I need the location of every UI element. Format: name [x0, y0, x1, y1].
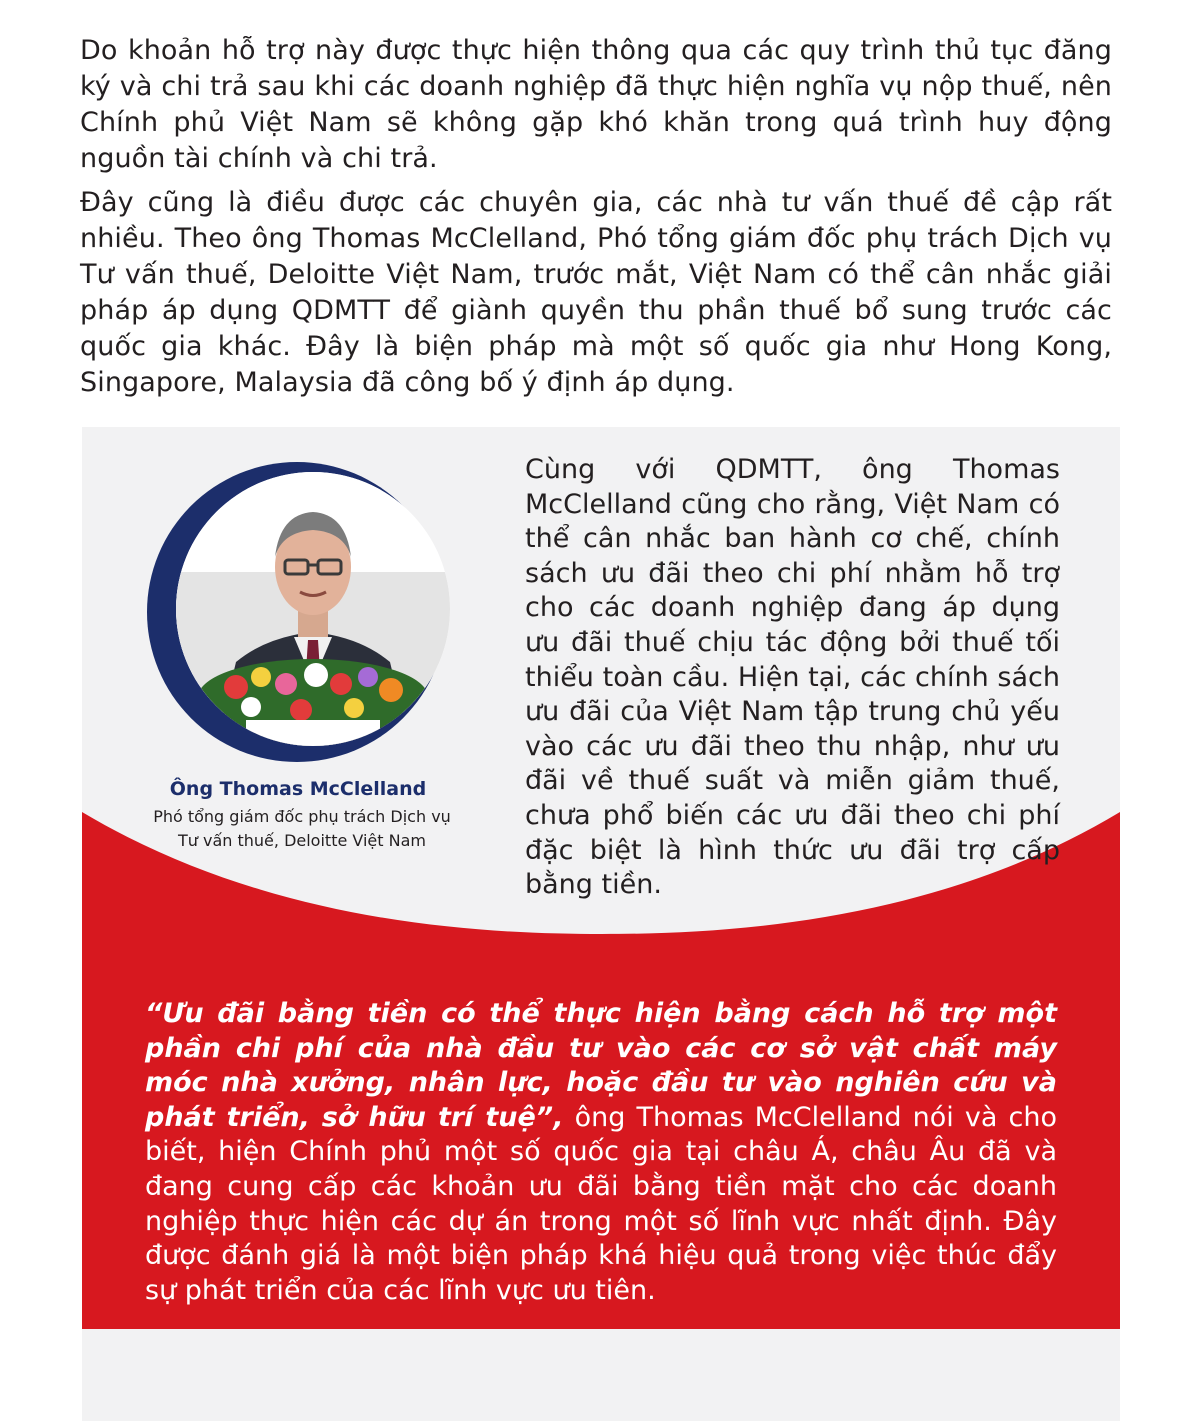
side-paragraph: Cùng với QDMTT, ông Thomas McClelland cũng cho rằng, Việt Nam có thể cân nhắc ban hành cơ chế, chính sách ưu đãi theo chi phí nhằm hỗ trợ cho các doanh nghiệp đang áp dụng ưu đãi thuế chịu tác động bởi thuế tối thiểu toàn cầu. Hiện tại, các chính sách ưu đãi của Việt Nam tập trung chủ yếu vào các ưu đãi theo thu nhập, như ưu đãi về thuế suất và miễn giảm thuế, chưa phổ biến các ưu đãi theo chi phí đặc biệt là hình thức ưu đãi trợ cấp bằng tiền. — [525, 454, 1060, 901]
quote-continuation: ông Thomas McClelland nói và cho biết, hiện Chính phủ một số quốc gia tại châu Á, châu Âu đã và đang cung cấp các khoản ưu đãi bằng tiền mặt cho các doanh nghiệp thực hiện các dự án trong một số lĩnh vực nhất định. Đây được đánh giá là một biện pháp khá hiệu quả trong việc thúc đẩy sự phát triển của các lĩnh vực ưu tiên. — [145, 1101, 1058, 1306]
speaker-name: Ông Thomas McClelland — [169, 778, 427, 800]
quote-paragraph — [145, 997, 1057, 1308]
speaker-role-line-2: Tư vấn thuế, Deloitte Việt Nam — [178, 831, 426, 850]
intro-paragraph-1: Do khoản hỗ trợ này được thực hiện thông qua các quy trình thủ tục đăng ký và chi trả sau khi các doanh nghiệp đã thực hiện nghĩa vụ nộp thuế, nên Chính phủ Việt Nam sẽ không gặp khó khăn trong quá trình huy động nguồn tài chính và chi trả. — [80, 35, 1112, 174]
speaker-role — [102, 805, 502, 853]
interview-panel — [82, 427, 1120, 1421]
speaker-portrait — [176, 472, 450, 746]
speaker-role-line-1: Phó tổng giám đốc phụ trách Dịch vụ — [153, 807, 451, 826]
intro-paragraph-2: Đây cũng là điều được các chuyên gia, các nhà tư vấn thuế đề cập rất nhiều. Theo ông Thomas McClelland, Phó tổng giám đốc phụ trách Dịch vụ Tư vấn thuế, Deloitte Việt Nam, trước mắt, Việt Nam có thể cân nhắc giải pháp áp dụng QDMTT để giành quyền thu phần thuế bổ sung trước các quốc gia khác. Đây là biện pháp mà một số quốc gia như Hong Kong, Singapore, Malaysia đã công bố ý định áp dụng. — [80, 187, 1112, 398]
pull-quote: “Ưu đãi bằng tiền có thể thực hiện bằng cách hỗ trợ một phần chi phí của nhà đầu tư vào các cơ sở vật chất máy móc nhà xưởng, nhân lực, hoặc đầu tư vào nghiên cứu và phát triển, sở hữu trí tuệ”, — [145, 998, 1057, 1133]
